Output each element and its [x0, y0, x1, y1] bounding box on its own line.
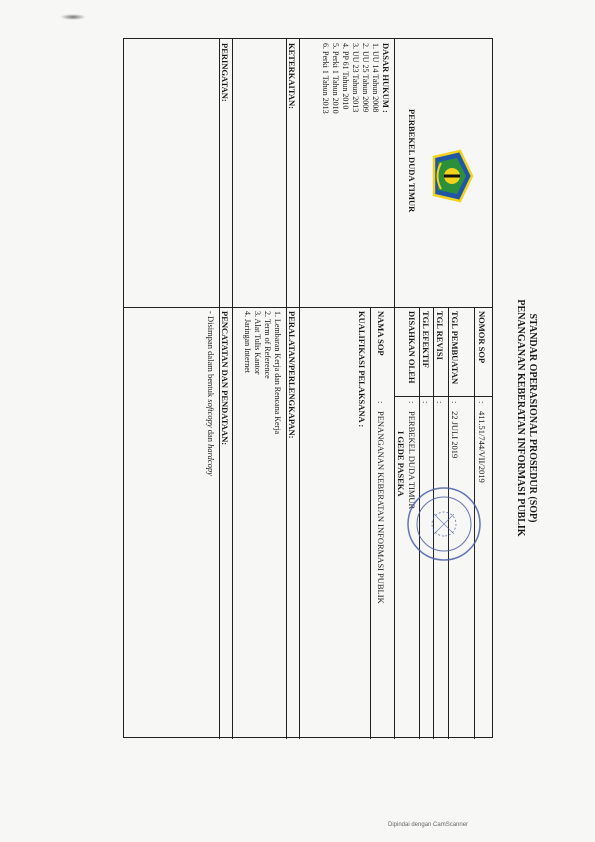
list-item: 2. Term of Reference — [263, 311, 272, 379]
left-row-line-2 — [299, 39, 300, 307]
info-sep-disahkan: : — [407, 401, 417, 404]
info-line-6 — [370, 307, 371, 739]
info-label-tgl-pembuatan: TGL PEMBUATAN — [450, 311, 460, 385]
rotated-document — [118, 38, 538, 798]
dasar-hukum-title: DASAR HUKUM : — [381, 43, 391, 113]
document-heading — [514, 38, 538, 798]
scan-smudge — [60, 14, 86, 20]
info-value-nomor: 411.51/744/VII/2019 — [477, 411, 487, 483]
center-divider — [124, 307, 492, 308]
pencatatan-softcopy: softcopy — [206, 399, 216, 428]
list-item: 5. Perki 1 Tahun 2010 — [331, 43, 340, 114]
info-label-disahkan: DISAHKAN OLEH — [407, 311, 417, 384]
info-label-nomor: NOMOR SOP — [477, 311, 487, 364]
info-line-5 — [394, 307, 395, 739]
left-row-line-4 — [232, 39, 233, 307]
list-item: 3. Alat Tulis Kantor — [253, 311, 262, 375]
info-label-tgl-revisi: TGL REVISI — [435, 311, 445, 360]
list-item: 1. Lembaran Kerja dan Rencana Kerja — [273, 311, 282, 435]
list-item: 2. UU 25 Tahun 2009 — [361, 43, 370, 113]
info-sep-nomor: : — [477, 401, 487, 404]
scanner-footer: Dipindai dengan CamScanner — [388, 822, 469, 828]
right-line-8 — [286, 307, 287, 739]
list-item: 1. UU 14 Tahun 2008 — [371, 43, 380, 113]
left-row-line-1 — [394, 39, 395, 307]
heading-line-2: PENANGANAN KEBERATAN INFORMASI PUBLIK — [515, 299, 526, 537]
right-line-7 — [299, 307, 300, 739]
peringatan-title: PERINGATAN: — [220, 43, 230, 102]
info-sep-tgl-revisi: : — [435, 401, 445, 404]
right-line-9 — [232, 307, 233, 739]
sop-table — [123, 38, 493, 738]
info-sep-nama-sop: : — [376, 401, 386, 404]
info-value-nama-sop: PENANGANAN KEBERATAN INFORMASI PUBLIK — [376, 411, 386, 604]
info-value-disahkan: PERBEKEL DUDA TIMUR — [407, 411, 417, 510]
list-item: 4. PP 61 Tahun 2010 — [341, 43, 350, 110]
pencatatan-hardcopy: hardcopy — [206, 444, 216, 476]
info-label-tgl-efektif: TGL EFEKTIF — [421, 311, 431, 368]
pencatatan-prefix: - Disimpan dalam bentuk — [206, 311, 216, 400]
right-line-10 — [219, 307, 220, 739]
official-stamp-icon — [404, 484, 484, 564]
pencatatan-mid: dan — [206, 427, 216, 445]
keterkaitan-title: KETERKAITAN: — [287, 43, 297, 109]
info-sep-tgl-pembuatan: : — [450, 401, 460, 404]
info-label-divider — [395, 396, 492, 397]
pencatatan-item — [206, 311, 216, 476]
kualifikasi-title: KUALIFIKASI PELAKSANA : — [357, 311, 367, 428]
info-value-tgl-pembuatan: 22 JULI 2019 — [450, 411, 460, 459]
info-label-nama-sop: NAMA SOP — [376, 311, 386, 356]
list-item: 3. UU 23 Tahun 2013 — [351, 43, 360, 113]
list-item: 4. Jaringan Internet — [243, 311, 252, 373]
org-name: PERBEKEL DUDA TIMUR — [407, 109, 417, 213]
info-value-signer: I GEDE PASEKA — [396, 431, 406, 497]
info-sep-tgl-efektif: : — [421, 401, 431, 404]
peralatan-list — [242, 311, 282, 434]
dasar-hukum-list — [320, 43, 380, 114]
regency-emblem-icon — [428, 149, 474, 204]
pencatatan-title: PENCATATAN DAN PENDATAAN: — [220, 311, 230, 446]
list-item: 6. Perki 1 Tahun 2013 — [321, 43, 330, 114]
peralatan-title: PERALATAN/PERLENGKAPAN: — [287, 311, 297, 439]
heading-line-1: STANDAR OPERASIONAL PROSEDUR (SOP) — [527, 313, 538, 523]
